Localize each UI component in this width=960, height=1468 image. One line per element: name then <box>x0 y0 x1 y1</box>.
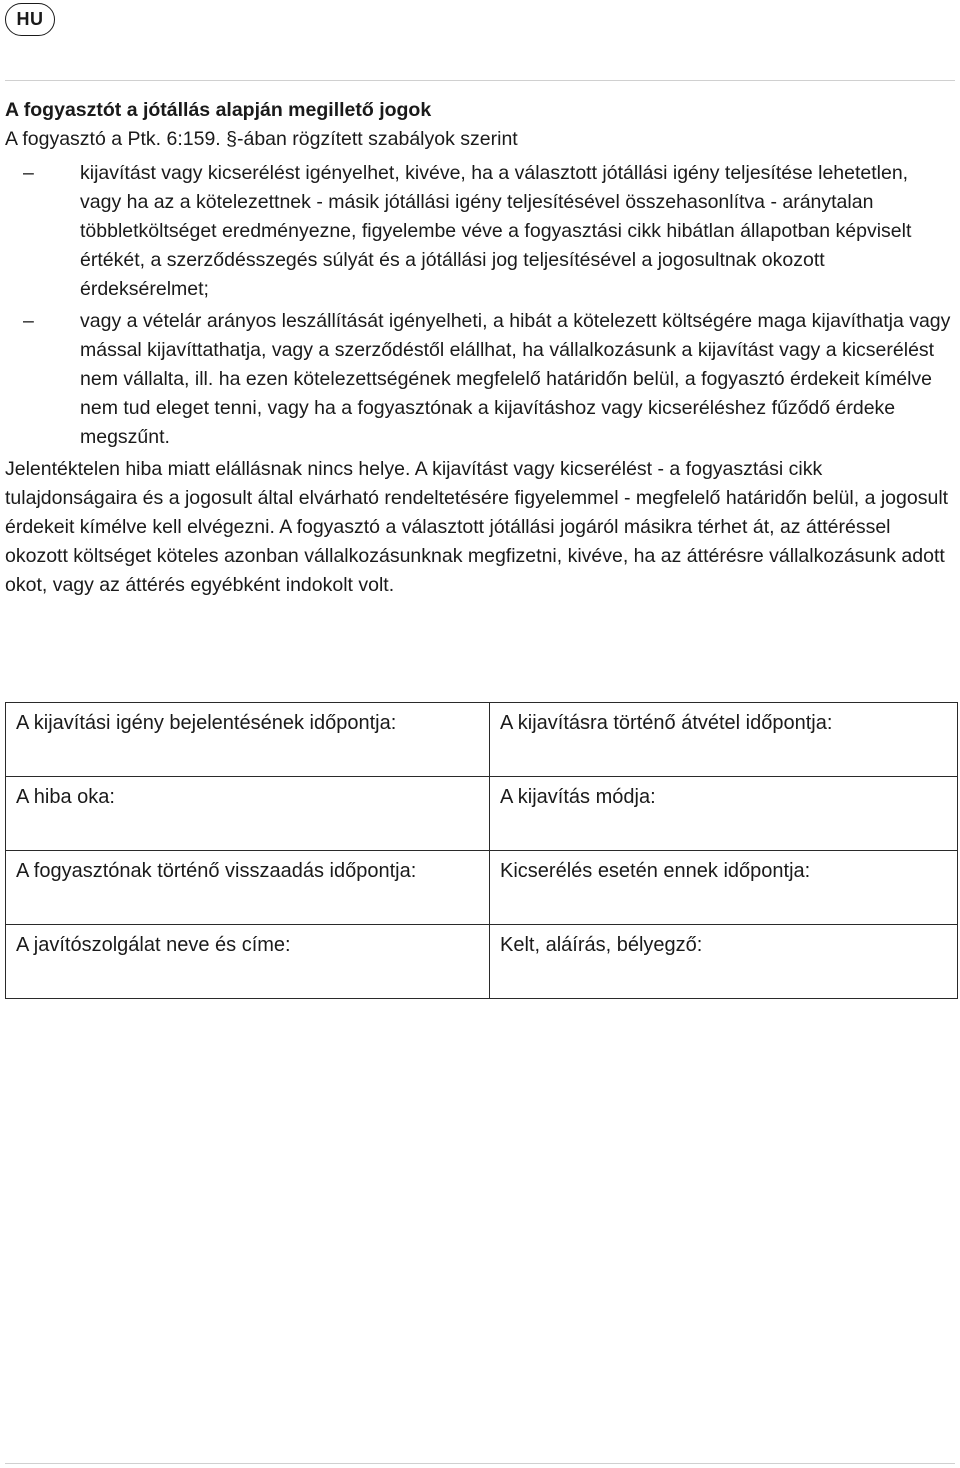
form-row <box>6 925 958 999</box>
bottom-divider <box>5 1463 955 1464</box>
field-label: A hiba oka: <box>16 786 115 808</box>
list-dash: – <box>23 162 34 184</box>
field-label: Kicserélés esetén ennek időpontja: <box>500 860 811 882</box>
form-field-repair-method <box>490 777 958 851</box>
language-badge: HU <box>5 3 55 36</box>
list-item <box>5 307 953 452</box>
repair-record-form <box>5 702 958 999</box>
field-label: A kijavításra történő átvétel időpontja: <box>500 712 833 734</box>
top-divider <box>5 80 955 81</box>
form-row <box>6 851 958 925</box>
form-field-defect-cause <box>6 777 490 851</box>
form-field-receipt-date <box>490 703 958 777</box>
form-field-report-date <box>6 703 490 777</box>
warranty-rights-section <box>5 96 953 600</box>
list-item-text: kijavítást vagy kicserélést igényelhet, kivéve, ha a választott jótállási igény teljesítése lehetetlen, vagy ha az a kötelezettnek - másik jótállási igény teljesítésével összehasonlítva - aránytalan többletköltséget eredményezne, figyelembe véve a fogyasztási cikk hibátlan állapotban képviselt értékét, a szerződésszegés súlyát és a jótállási jog teljesítésével a jogosultnak okozott érdeksérelmet; <box>80 162 912 300</box>
form-row <box>6 777 958 851</box>
field-label: A fogyasztónak történő visszaadás időpontja: <box>16 860 417 882</box>
field-label: A kijavítás módja: <box>500 786 656 808</box>
list-dash: – <box>23 310 34 332</box>
list-item <box>5 159 953 304</box>
form-row <box>6 703 958 777</box>
section-heading: A fogyasztót a jótállás alapján megillető jogok <box>5 99 432 121</box>
intro-text: A fogyasztó a Ptk. 6:159. §-ában rögzített szabályok szerint <box>5 128 518 150</box>
list-item-text: vagy a vételár arányos leszállítását igényelheti, a hibát a kötelezett költségére maga kijavíthatja vagy mással kijavíttathatja, vagy a szerződéstől elállhat, ha vállalkozásunk a kijavítást vagy a kicserélést nem vállalta, ill. ha ezen kötelezettségének megfelelő határidőn belül, a fogyasztó érdekeit kímélve nem tud eleget tenni, vagy ha a fogyasztónak a kijavításhoz vagy kicseréléshez fűződő érdeke megszűnt. <box>80 310 951 448</box>
form-field-service-name-address <box>6 925 490 999</box>
form-field-signature-stamp <box>490 925 958 999</box>
form-field-replacement-date <box>490 851 958 925</box>
field-label: A kijavítási igény bejelentésének időpontja: <box>16 712 397 734</box>
closing-paragraph: Jelentéktelen hiba miatt elállásnak nincs helye. A kijavítást vagy kicserélést - a fogyasztási cikk tulajdonságaira és a jogosult által elvárható rendeltetésére figyelemmel - megfelelő határidőn belül, a jogosult érdekeit kímélve kell elvégezni. A fogyasztó a választott jótállási jogáról másikra térhet át, az áttéréssel okozott költséget köteles azonban vállalkozásunknak megfizetni, kivéve, ha az áttérésre vállalkozásunk adott okot, vagy az áttérés egyébként indokolt volt. <box>5 458 949 596</box>
rights-list <box>5 159 953 452</box>
field-label: A javítószolgálat neve és címe: <box>16 934 291 956</box>
field-label: Kelt, aláírás, bélyegző: <box>500 934 703 956</box>
form-field-return-date <box>6 851 490 925</box>
